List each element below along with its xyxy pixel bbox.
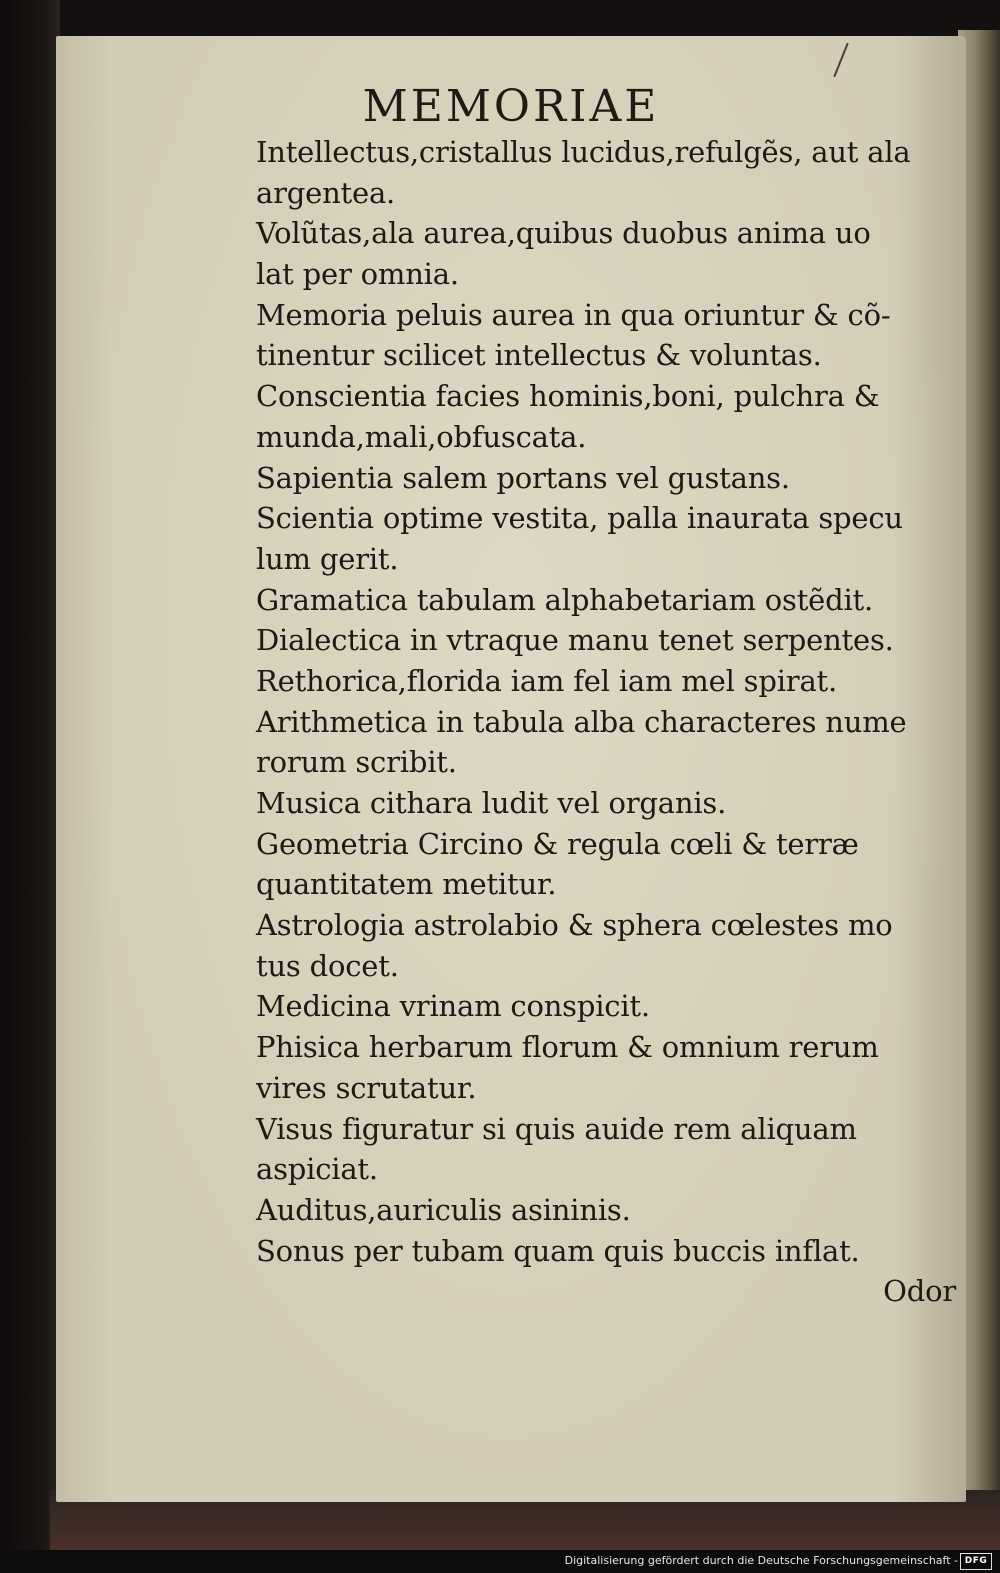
- text-line: Arithmetica in tabula alba characteres nume: [256, 704, 907, 739]
- text-line: tus docet.: [256, 948, 399, 983]
- text-line: Dialectica in vtraque manu tenet serpentes.: [256, 623, 894, 658]
- text-line: aspiciat.: [256, 1152, 378, 1187]
- catchword: Odor: [883, 1274, 956, 1309]
- left-background-strip: [0, 0, 60, 1573]
- text-line: Intellectus,cristallus lucidus,refulgẽs, aut ala: [256, 135, 911, 169]
- text-line: argentea.: [256, 175, 396, 210]
- text-line: Auditus,auriculis asininis.: [256, 1192, 631, 1227]
- running-head: MEMORIAE: [362, 81, 660, 132]
- text-line: Volũtas,ala aurea,quibus duobus anima uo: [256, 216, 871, 251]
- text-line: Sapientia salem portans vel gustans.: [256, 460, 790, 495]
- text-line: Sonus per tubam quam quis buccis inflat.: [256, 1233, 860, 1268]
- text-line: Conscientia facies hominis,boni, pulchra &: [256, 379, 880, 414]
- dfg-logo: DFG: [960, 1553, 992, 1570]
- text-line: rorum scribit.: [256, 745, 457, 780]
- text-line: Phisica herbarum florum & omnium rerum: [256, 1030, 879, 1065]
- text-line: munda,mali,obfuscata.: [256, 419, 587, 454]
- text-line: Musica cithara ludit vel organis.: [256, 786, 727, 820]
- text-line: Medicina vrinam conspicit.: [256, 989, 650, 1024]
- text-line: Visus figuratur si quis auide rem aliquam: [256, 1111, 857, 1146]
- text-line: Gramatica tabulam alphabetariam ostẽdit.: [256, 582, 874, 617]
- text-line: Geometria Circino & regula cœli & terræ: [256, 826, 859, 861]
- text-line: tinentur scilicet intellectus & voluntas.: [256, 338, 822, 373]
- text-block: [256, 132, 956, 1312]
- text-line: Rethorica,florida iam fel iam mel spirat.: [256, 663, 838, 698]
- text-line: Scientia optime vestita, palla inaurata specu: [256, 501, 903, 536]
- text-line: Memoria peluis aurea in qua oriuntur & cõ-: [256, 297, 891, 332]
- book-page: [56, 36, 966, 1502]
- text-line: vires scrutatur.: [256, 1070, 477, 1105]
- text-line: lat per omnia.: [256, 257, 459, 292]
- text-line: lum gerit.: [256, 541, 399, 576]
- text-line: Astrologia astrolabio & sphera cœlestes mo: [256, 908, 893, 943]
- digitization-credit: Digitalisierung gefördert durch die Deutsche Forschungsgemeinschaft -: [564, 1554, 958, 1567]
- page-pencil-mark: [833, 43, 848, 77]
- text-line: quantitatem metitur.: [256, 867, 557, 902]
